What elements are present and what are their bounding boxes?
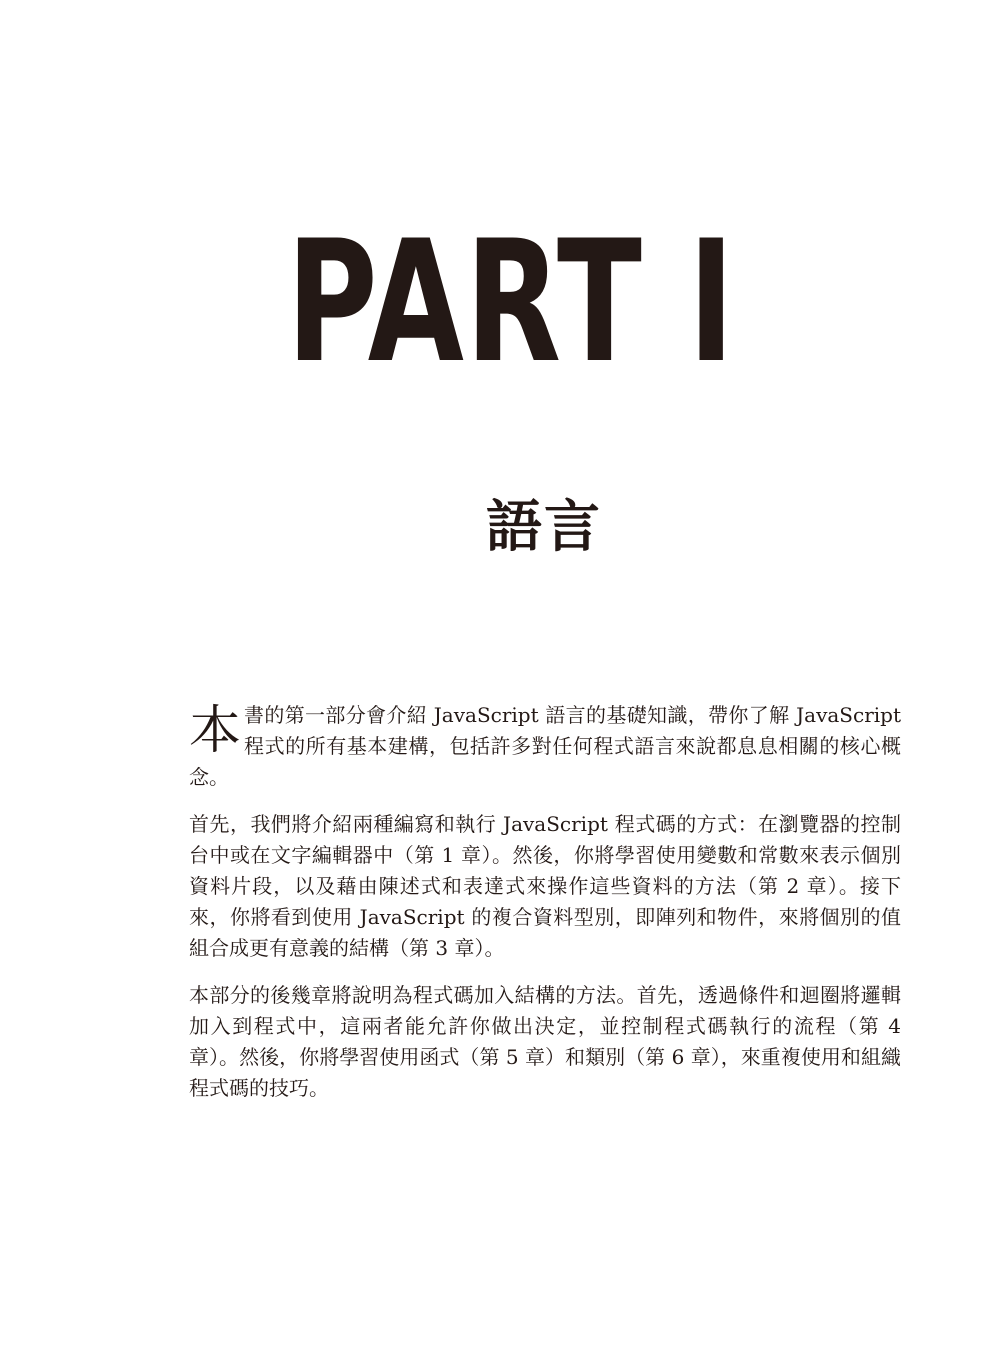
intro-paragraph-text: 書的第一部分會介紹 JavaScript 語言的基礎知識，帶你了解 JavaScript 程式的所有基本建構，包括許多對任何程式語言來說都息息相關的核心概念。 (189, 703, 901, 789)
body-text (189, 700, 901, 1120)
part-title: 語言 (486, 495, 602, 560)
third-paragraph: 本部分的後幾章將說明為程式碼加入結構的方法。首先，透過條件和迴圈將邏輯加入到程式中，這兩者能允許你做出決定，並控制程式碼執行的流程（第 4 章）。然後，你將學習使用函式（第 5 章）和類別（第 6 章），來重複使用和組織程式碼的技巧。 (189, 983, 901, 1100)
part-heading: PART I (286, 204, 736, 400)
second-paragraph: 首先，我們將介紹兩種編寫和執行 JavaScript 程式碼的方式：在瀏覽器的控制台中或在文字編輯器中（第 1 章）。然後，你將學習使用變數和常數來表示個別資料片段，以及藉由陳述式和表達式來操作這些資料的方法（第 2 章）。接下來，你將看到使用 JavaScript 的複合資料型別，即陣列和物件，來將個別的值組合成更有意義的結構（第 3 章）。 (189, 812, 901, 960)
intro-paragraph (189, 700, 901, 793)
drop-cap: 本 (189, 701, 242, 761)
